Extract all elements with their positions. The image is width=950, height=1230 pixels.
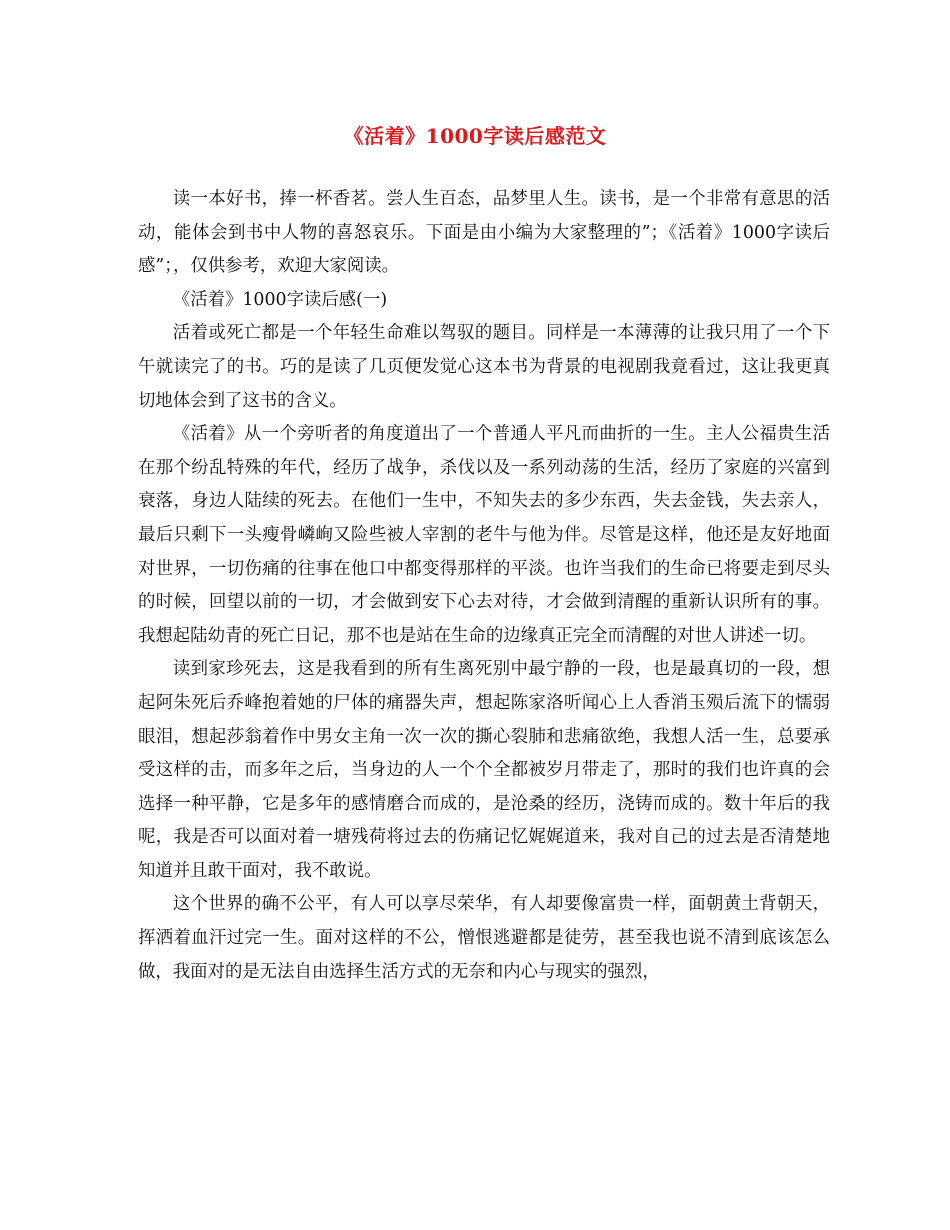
document-title: 《活着》1000字读后感范文 [343, 124, 607, 148]
paragraph: 活着或死亡都是一个年轻生命难以驾驭的题目。同样是一本薄薄的让我只用了一个下午就读完了的书。巧的是读了几页便发觉心这本书为背景的电视剧我竟看过，这让我更真切地体会到了这书的含义。 [138, 323, 830, 411]
section-heading: 《活着》1000字读后感(一) [172, 289, 388, 310]
paragraph: 《活着》从一个旁听者的角度道出了一个普通人平凡而曲折的一生。主人公福贵生活在那个纷乱特殊的年代，经历了战争，杀伐以及一系列动荡的生活，经历了家庭的兴富到衰落，身边人陆续的死去。在他们一生中，不知失去的多少东西，失去金钱，失去亲人，最后只剩下一头瘦骨嶙峋又险些被人宰割的老牛与他为伴。尽管是这样，他还是友好地面对世界，一切伤痛的往事在他口中都变得那样的平淡。也许当我们的生命已将要走到尽头的时候，回望以前的一切，才会做到安下心去对待，才会做到清醒的重新认识所有的事。我想起陆幼青的死亡日记，那不也是站在生命的边缘真正完全而清醒的对世人讲述一切。 [138, 424, 830, 646]
paragraph-intro: 读一本好书，捧一杯香茗。尝人生百态，品梦里人生。读书，是一个非常有意思的活动，能体会到书中人物的喜怒哀乐。下面是由小编为大家整理的”；《活着》1000字读后感”；，仅供参考，欢迎大家阅读。 [138, 189, 830, 277]
document-body [138, 183, 830, 989]
paragraph: 读到家珍死去，这是我看到的所有生离死别中最宁静的一段，也是最真切的一段，想起阿朱死后乔峰抱着她的尸体的痛器失声，想起陈家洛听闻心上人香消玉殒后流下的懦弱眼泪，想起莎翁着作中男女主角一次一次的撕心裂肺和悲痛欲绝，我想人活一生，总要承受这样的击，而多年之后，当身边的人一个个全都被岁月带走了，那时的我们也许真的会选择一种平静，它是多年的感情磨合而成的，是沧桑的经历，浇铸而成的。数十年后的我呢，我是否可以面对着一塘残荷将过去的伤痛记忆娓娓道来，我对自己的过去是否清楚地知道并且敢干面对，我不敢说。 [138, 659, 830, 881]
paragraph: 这个世界的确不公平，有人可以享尽荣华，有人却要像富贵一样，面朝黄土背朝天，挥洒着血汗过完一生。面对这样的不公，憎恨逃避都是徒劳，甚至我也说不清到底该怎么做，我面对的是无法自由选择生活方式的无奈和内心与现实的强烈， [138, 894, 830, 982]
